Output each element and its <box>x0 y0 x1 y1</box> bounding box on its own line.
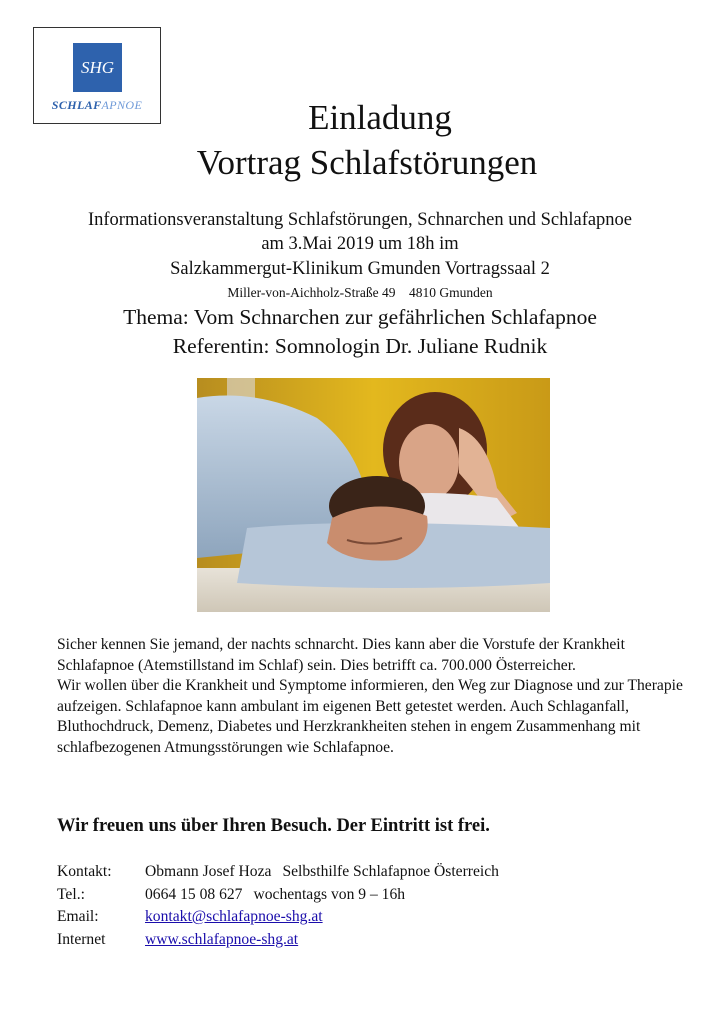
website-link[interactable]: www.schlafapnoe-shg.at <box>145 930 299 948</box>
event-address: Miller-von-Aichholz-Straße 49 4810 Gmunden <box>227 285 493 300</box>
closing-statement: Wir freuen uns über Ihren Besuch. Der Eintritt ist frei. <box>57 816 490 836</box>
photo-snoring-couple <box>197 378 550 612</box>
logo-name-bold: SCHLAF <box>51 98 102 112</box>
contact-person: Obmann Josef Hoza <box>145 863 272 880</box>
logo-name-light: APNOE <box>101 98 143 112</box>
title-invitation: Einladung <box>308 98 452 137</box>
phone-row <box>57 884 499 907</box>
title-lecture: Vortrag Schlafstörungen <box>196 143 538 182</box>
event-topic: Thema: Vom Schnarchen zur gefährlichen Schlafapnoe <box>123 305 597 329</box>
paragraph-intro: Sicher kennen Sie jemand, der nachts schnarcht. Dies kann aber die Vorstufe der Krankheit Schlafapnoe (Atemstillstand im Schlaf) sein. Dies betrifft ca. 700.000 Österreicher. <box>57 636 625 674</box>
website-label: Internet <box>57 930 106 948</box>
paragraph-details: Wir wollen über die Krankheit und Symptome informieren, den Weg zur Diagnose und zur Therapie aufzeigen. Schlafapnoe kann ambulant im eigenen Bett getestet werden. Auch Schlaganfall, Bluthochdruck, Demenz, Diabetes und Herzkrankheiten stehen in engem Zusammenhang mit schlafbezogenen Atmungsstörungen wie Schlafapnoe. <box>57 677 683 756</box>
email-row <box>57 906 499 929</box>
phone-number: 0664 15 08 627 <box>145 885 243 903</box>
website-row <box>57 929 499 952</box>
body-text <box>57 635 697 758</box>
logo-badge: SHG <box>73 43 122 92</box>
contact-label: Kontakt: <box>57 863 112 880</box>
event-speaker: Referentin: Somnologin Dr. Juliane Rudnik <box>172 334 548 358</box>
event-date: am 3.Mai 2019 um 18h im <box>261 234 459 254</box>
contact-organization: Selbsthilfe Schlafapnoe Österreich <box>282 863 499 880</box>
email-label: Email: <box>57 908 99 925</box>
contact-row <box>57 861 499 884</box>
event-venue: Salzkammergut-Klinikum Gmunden Vortragssaal 2 <box>170 259 550 279</box>
phone-label: Tel.: <box>57 885 85 903</box>
phone-hours: wochentags von 9 – 16h <box>253 885 406 903</box>
event-description: Informationsveranstaltung Schlafstörungen, Schnarchen und Schlafapnoe <box>87 210 633 230</box>
contact-block <box>57 861 499 951</box>
email-link[interactable]: kontakt@schlafapnoe-shg.at <box>145 908 323 925</box>
